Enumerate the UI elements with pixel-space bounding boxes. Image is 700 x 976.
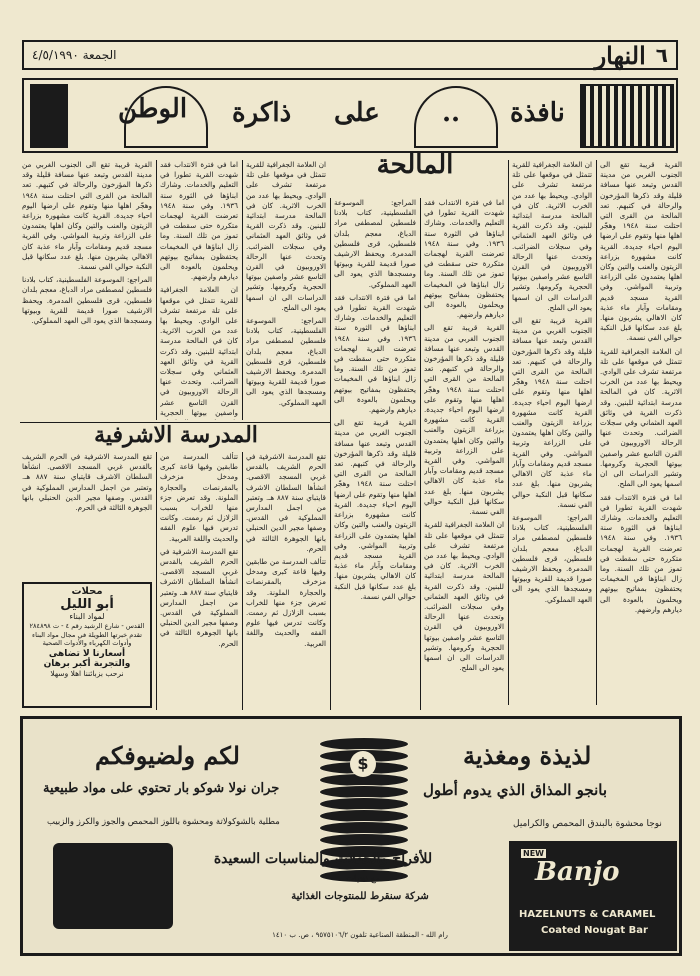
article-column <box>160 452 238 710</box>
column-rule <box>508 160 509 705</box>
article-text: المراجع: الموسوعة الفلسطينية، كتاب بلادنا فلسطين لمصطفى مراد الدباغ، معجم بلدان فلسطين، قرى فلسطين المدمرة. ويحفظ الارشيف صورا قديمة للقرية وبيوتها ومسجدها الذي يعود الى العهد المملوكي. <box>512 512 592 604</box>
ad-right-subline: بانجو المذاق الذي يدوم أطول <box>423 781 608 799</box>
article-text: اما في فترة الانتداب فقد شهدت القرية تطورا في التعليم والخدمات. وشارك ابناؤها في الثورة سنة ١٩٣٦. وفي سنة ١٩٤٨ تعرضت القرية لهجمات متكررة حتى سقطت في تموز من تلك السنة. وما زال ابناؤها في المخيمات يحتفظون بمفاتيح بيوتهم ويحلمون بالعودة الى ديارهم وارضهم. <box>334 292 416 415</box>
ad-right-headline: لذيذة ومغذية <box>463 741 592 770</box>
chocolate-box-image <box>53 843 173 929</box>
ad-left-description: مطلية بالشوكولاتة ومحشوة باللوز المحمص والجوز والكرز والزبيب <box>47 817 280 827</box>
section-banner <box>22 78 678 153</box>
brand-new-label: NEW <box>523 849 544 858</box>
company-greeting: مع تحيات <box>345 874 381 884</box>
article-title-maliha: المالحة <box>376 150 454 180</box>
column-rule <box>330 198 331 710</box>
article-text: تتألف المدرسة من طابقين وفيها قاعة كبرى ومدخل مزخرف بالمقرنصات والحجارة الملونة. وقد تعرض جزء منها للخراب بسبب الزلازل ثم رممت. وكانت تدرس فيها علوم الفقه والحديث واللغة العربية. <box>246 557 326 648</box>
article-text: المراجع: الموسوعة الفلسطينية، كتاب بلادنا فلسطين لمصطفى مراد الدباغ، معجم بلدان فلسطين، قرى فلسطين المدمرة. ويحفظ الارشيف صورا قديمة للقرية وبيوتها ومسجدها الذي يعود الى العهد المملوكي. <box>246 316 326 407</box>
article-title-ashrafiya: المدرسة الاشرفية <box>94 422 258 448</box>
dollar-icon: $ <box>350 751 376 777</box>
article-column <box>334 198 416 710</box>
article-text: القرية قريبة تقع الى الجنوب الغربي من مدينة القدس وتبعد عنها مسافة قليلة وقد ذكرها المؤرخون والرحالة في كتبهم. تعد المالحة من القرى التي احتلت سنة ١٩٤٨ وهجّر اهلها منها وتقوم على ارضها اليوم احياء جديدة. القرية كانت مشهورة بزراعة الزيتون والعنب والتين وكان اهلها يعتمدون على الزراعة وتربية المواشي. وفي القرية مسجد قديم ومقامات وآبار ماء عذبة كان الاهالي يشربون منها. بلغ عدد سكانها قبل النكبة حوالي الفي نسمة. <box>334 418 416 601</box>
article-text: ان العلامة الجغرافية للقرية تتمثل في موقعها على تلة مرتفعة تشرف على الوادي. ويحيط بها عدد من الخرب الاثرية. كان في المالحة مدرسة ابتدائية للبنين. وقد ذكرت القرية في وثائق العهد العثماني وفي سجلات الضرائب. وتحدث عنها الرحالة الاوروبيون في القرن التاسع عشر واصفين بيوتها الحجرية وكرومها. وتشير الدراسات الى ان اسمها يعود الى الملح. <box>424 520 504 673</box>
column-rule <box>242 452 243 710</box>
article-text: اما في فترة الانتداب فقد شهدت القرية تطورا في التعليم والخدمات. وشارك ابناؤها في الثورة سنة ١٩٣٦. وفي سنة ١٩٤٨ تعرضت القرية لهجمات متكررة حتى سقطت في تموز من تلك السنة. وما زال ابناؤها في المخيمات يحتفظون بمفاتيح بيوتهم ويحلمون بالعودة الى ديارهم وارضهم. <box>600 492 682 614</box>
building-materials-ad <box>22 582 152 708</box>
article-text: تقع المدرسة الاشرفية في الحرم الشريف بالقدس غربي المسجد الاقصى. انشأها السلطان الاشرف قايتباي سنة ٨٨٧ هـ. وتعتبر من اجمل المدارس المملوكية في القدس. وصفها مجير الدين الحنبلي بانها الجوهرة الثالثة في الحرم. <box>22 452 152 513</box>
product-type-en: Coated Nougat Bar <box>541 925 648 936</box>
newspaper-name: النهار <box>594 40 646 70</box>
article-column <box>22 452 152 578</box>
ad-left-headline: لكم ولضيوفكم <box>95 741 240 770</box>
ad-right-description: نوجا محشوة بالبندق المحمص والكراميل <box>513 819 662 829</box>
banner-word-memory: ذاكرة <box>232 98 292 128</box>
banner-word-dots: .. <box>442 98 461 128</box>
column-rule <box>420 198 421 710</box>
banjo-bar-image <box>509 841 677 951</box>
issue-date: الجمعة ٤/٥/١٩٩٠ <box>32 48 117 62</box>
article-text: اما في فترة الانتداب فقد شهدت القرية تطورا في التعليم والخدمات. وشارك ابناؤها في الثورة سنة ١٩٣٦. وفي سنة ١٩٤٨ تعرضت القرية لهجمات متكررة حتى سقطت في تموز من تلك السنة. وما زال ابناؤها في المخيمات يحتفظون بمفاتيح بيوتهم ويحلمون بالعودة الى ديارهم وارضهم. <box>160 160 238 282</box>
ad-left-subline: جران نولا شوكو بار تحتوي على مواد طبيعية <box>43 781 280 796</box>
article-column <box>600 160 682 710</box>
article-text: القرية قريبة تقع الى الجنوب الغربي من مدينة القدس وتبعد عنها مسافة قليلة وقد ذكرها المؤرخون والرحالة في كتبهم. تعد المالحة من القرى التي احتلت سنة ١٩٤٨ وهجّر اهلها منها وتقوم على ارضها اليوم احياء جديدة. القرية كانت مشهورة بزراعة الزيتون والعنب والتين وكان اهلها يعتمدون على الزراعة وتربية المواشي. وفي القرية مسجد قديم ومقامات وآبار ماء عذبة كان الاهالي يشربون منها. بلغ عدد سكانها قبل النكبة حوالي الفي نسمة. <box>600 160 682 343</box>
article-column <box>246 452 326 710</box>
ad-address: القدس - شارع الرشيد رقم ٤ - ت ٢٨٤٨٩٨ <box>29 622 145 630</box>
column-rule <box>156 160 157 420</box>
sinokrot-advertisement <box>20 716 682 956</box>
article-text: القرية قريبة تقع الى الجنوب الغربي من مدينة القدس وتبعد عنها مسافة قليلة وقد ذكرها المؤرخون والرحالة في كتبهم. تعد المالحة من القرى التي احتلت سنة ١٩٤٨ وهجّر اهلها منها وتقوم على ارضها اليوم احياء جديدة. القرية كانت مشهورة بزراعة الزيتون والعنب والتين وكان اهلها يعتمدون على الزراعة وتربية المواشي. وفي القرية مسجد قديم ومقامات وآبار ماء عذبة كان الاهالي يشربون منها. بلغ عدد سكانها قبل النكبة حوالي الفي نسمة. <box>424 323 504 517</box>
ad-store-type: لمواد البناء <box>69 612 105 621</box>
article-column <box>424 198 504 710</box>
article-text: ان العلامة الجغرافية للقرية تتمثل في موقعها على تلة مرتفعة تشرف على الوادي. ويحيط بها عدد من الخرب الاثرية. كان في المالحة مدرسة ابتدائية للبنين. وقد ذكرت القرية في وثائق العهد العثماني وفي سجلات الضرائب. وتحدث عنها الرحالة الاوروبيون في القرن التاسع عشر واصفين بيوتها الحجرية وكرومها. وتشير الدراسات الى ان اسمها يعود الى الملح. <box>512 160 592 312</box>
palestine-map-icon <box>30 84 68 148</box>
article-text: القرية قريبة تقع الى الجنوب الغربي من مدينة القدس وتبعد عنها مسافة قليلة وقد ذكرها المؤرخون والرحالة في كتبهم. تعد المالحة من القرى التي احتلت سنة ١٩٤٨ وهجّر اهلها منها وتقوم على ارضها اليوم احياء جديدة. القرية كانت مشهورة بزراعة الزيتون والعنب والتين وكان اهلها يعتمدون على الزراعة وتربية المواشي. وفي القرية مسجد قديم ومقامات وآبار ماء عذبة كان الاهالي يشربون منها. بلغ عدد سكانها قبل النكبة حوالي الفي نسمة. <box>512 316 592 509</box>
column-rule <box>156 452 157 710</box>
article-text: ان العلامة الجغرافية للقرية تتمثل في موقعها على تلة مرتفعة تشرف على الوادي. ويحيط بها عدد من الخرب الاثرية. كان في المالحة مدرسة ابتدائية للبنين. وقد ذكرت القرية في وثائق العهد العثماني وفي سجلات الضرائب. وتحدث عنها الرحالة الاوروبيون في القرن التاسع عشر واصفين بيوتها الحجرية وكرومها. وتشير الدراسات الى ان اسمها يعود الى الملح. <box>600 346 682 489</box>
ad-slogan: أسعارنا لا تضاهى <box>48 649 126 659</box>
article-text: تتألف المدرسة من طابقين وفيها قاعة كبرى ومدخل مزخرف بالمقرنصات والحجارة الملونة. وقد تعرض جزء منها للخراب بسبب الزلازل ثم رممت. وكانت تدرس فيها علوم الفقه والحديث واللغة العربية. <box>160 452 238 543</box>
article-text: اما في فترة الانتداب فقد شهدت القرية تطورا في التعليم والخدمات. وشارك ابناؤها في الثورة سنة ١٩٣٦. وفي سنة ١٩٤٨ تعرضت القرية لهجمات متكررة حتى سقطت في تموز من تلك السنة. وما زال ابناؤها في المخيمات يحتفظون بمفاتيح بيوتهم ويحلمون بالعودة الى ديارهم وارضهم. <box>424 198 504 320</box>
banner-pattern <box>580 84 674 148</box>
occasion-slogan: للأفراح والحفلات والمناسبات السعيدة <box>213 851 433 867</box>
article-column <box>22 160 152 420</box>
ad-description: تقدم خبرتها الطويلة في مجال مواد البناء وأدوات الكهرباء والأدوات الصحية <box>32 631 142 647</box>
masthead-bar <box>22 40 678 70</box>
brand-name: Banjo <box>535 857 620 887</box>
company-name: شركة سنقرط للمنتوجات الغذائية <box>291 891 429 902</box>
article-text: المراجع: الموسوعة الفلسطينية، كتاب بلادنا فلسطين لمصطفى مراد الدباغ، معجم بلدان فلسطين، قرى فلسطين المدمرة. ويحفظ الارشيف صورا قديمة للقرية وبيوتها ومسجدها الذي يعود الى العهد المملوكي. <box>22 275 152 326</box>
ad-slogan: والتجربة أكبر برهان <box>43 659 131 669</box>
ad-header: محلات <box>71 586 103 597</box>
article-column <box>160 160 238 420</box>
column-rule <box>242 160 243 420</box>
column-rule <box>596 160 597 705</box>
ad-welcome: نرحب بزبائننا اهلا وسهلا <box>50 669 124 678</box>
page-number: ٦ <box>655 43 668 67</box>
article-text: ان العلامة الجغرافية للقرية تتمثل في موقعها على تلة مرتفعة تشرف على الوادي. ويحيط بها عدد من الخرب الاثرية. كان في المالحة مدرسة ابتدائية للبنين. وقد ذكرت القرية في وثائق العهد العثماني وفي سجلات الضرائب. وتحدث عنها الرحالة الاوروبيون في القرن التاسع عشر واصفين بيوتها الحجرية <box>160 285 238 417</box>
article-column <box>246 160 326 420</box>
banner-word-homeland: الوطن <box>118 94 188 124</box>
company-address: رام الله - المنطقة الصناعية تلفون ٩٥٧٥١٠٦/٢ ، ص. ب ١٤١٠ <box>272 931 448 939</box>
article-text: المراجع: الموسوعة الفلسطينية، كتاب بلادنا فلسطين لمصطفى مراد الدباغ، معجم بلدان فلسطين، قرى فلسطين المدمرة. ويحفظ الارشيف صورا قديمة للقرية وبيوتها ومسجدها الذي يعود الى العهد المملوكي. <box>334 198 416 289</box>
article-text: تقع المدرسة الاشرفية في الحرم الشريف بالقدس غربي المسجد الاقصى. انشأها السلطان الاشرف قايتباي سنة ٨٨٧ هـ. وتعتبر من اجمل المدارس المملوكية في القدس. وصفها مجير الدين الحنبلي بانها الجوهرة الثالثة في الحرم. <box>160 546 238 648</box>
banner-word-on: على <box>334 98 380 128</box>
banner-word-window: نافذة <box>510 98 565 128</box>
article-text: تقع المدرسة الاشرفية في الحرم الشريف بالقدس غربي المسجد الاقصى. انشأها السلطان الاشرف قايتباي سنة ٨٨٧ هـ. وتعتبر من اجمل المدارس المملوكية في القدس. وصفها مجير الدين الحنبلي بانها الجوهرة الثالثة في الحرم. <box>246 452 326 553</box>
product-name-en: HAZELNUTS & CARAMEL <box>519 909 656 920</box>
article-column <box>512 160 592 710</box>
article-text: القرية قريبة تقع الى الجنوب الغربي من مدينة القدس وتبعد عنها مسافة قليلة وقد ذكرها المؤرخون والرحالة في كتبهم. تعد المالحة من القرى التي احتلت سنة ١٩٤٨ وهجّر اهلها منها وتقوم على ارضها اليوم احياء جديدة. القرية كانت مشهورة بزراعة الزيتون والعنب والتين وكان اهلها يعتمدون على الزراعة وتربية المواشي. وفي القرية مسجد قديم ومقامات وآبار ماء عذبة كان الاهالي يشربون منها. بلغ عدد سكانها قبل النكبة حوالي الفي نسمة. <box>22 160 152 272</box>
article-text: ان العلامة الجغرافية للقرية تتمثل في موقعها على تلة مرتفعة تشرف على الوادي. ويحيط بها عدد من الخرب الاثرية. كان في المالحة مدرسة ابتدائية للبنين. وقد ذكرت القرية في وثائق العهد العثماني وفي سجلات الضرائب. وتحدث عنها الرحالة الاوروبيون في القرن التاسع عشر واصفين بيوتها الحجرية وكرومها. وتشير الدراسات الى ان اسمها يعود الى الملح. <box>246 160 326 312</box>
ad-store-name: أبو الليل <box>60 597 114 612</box>
